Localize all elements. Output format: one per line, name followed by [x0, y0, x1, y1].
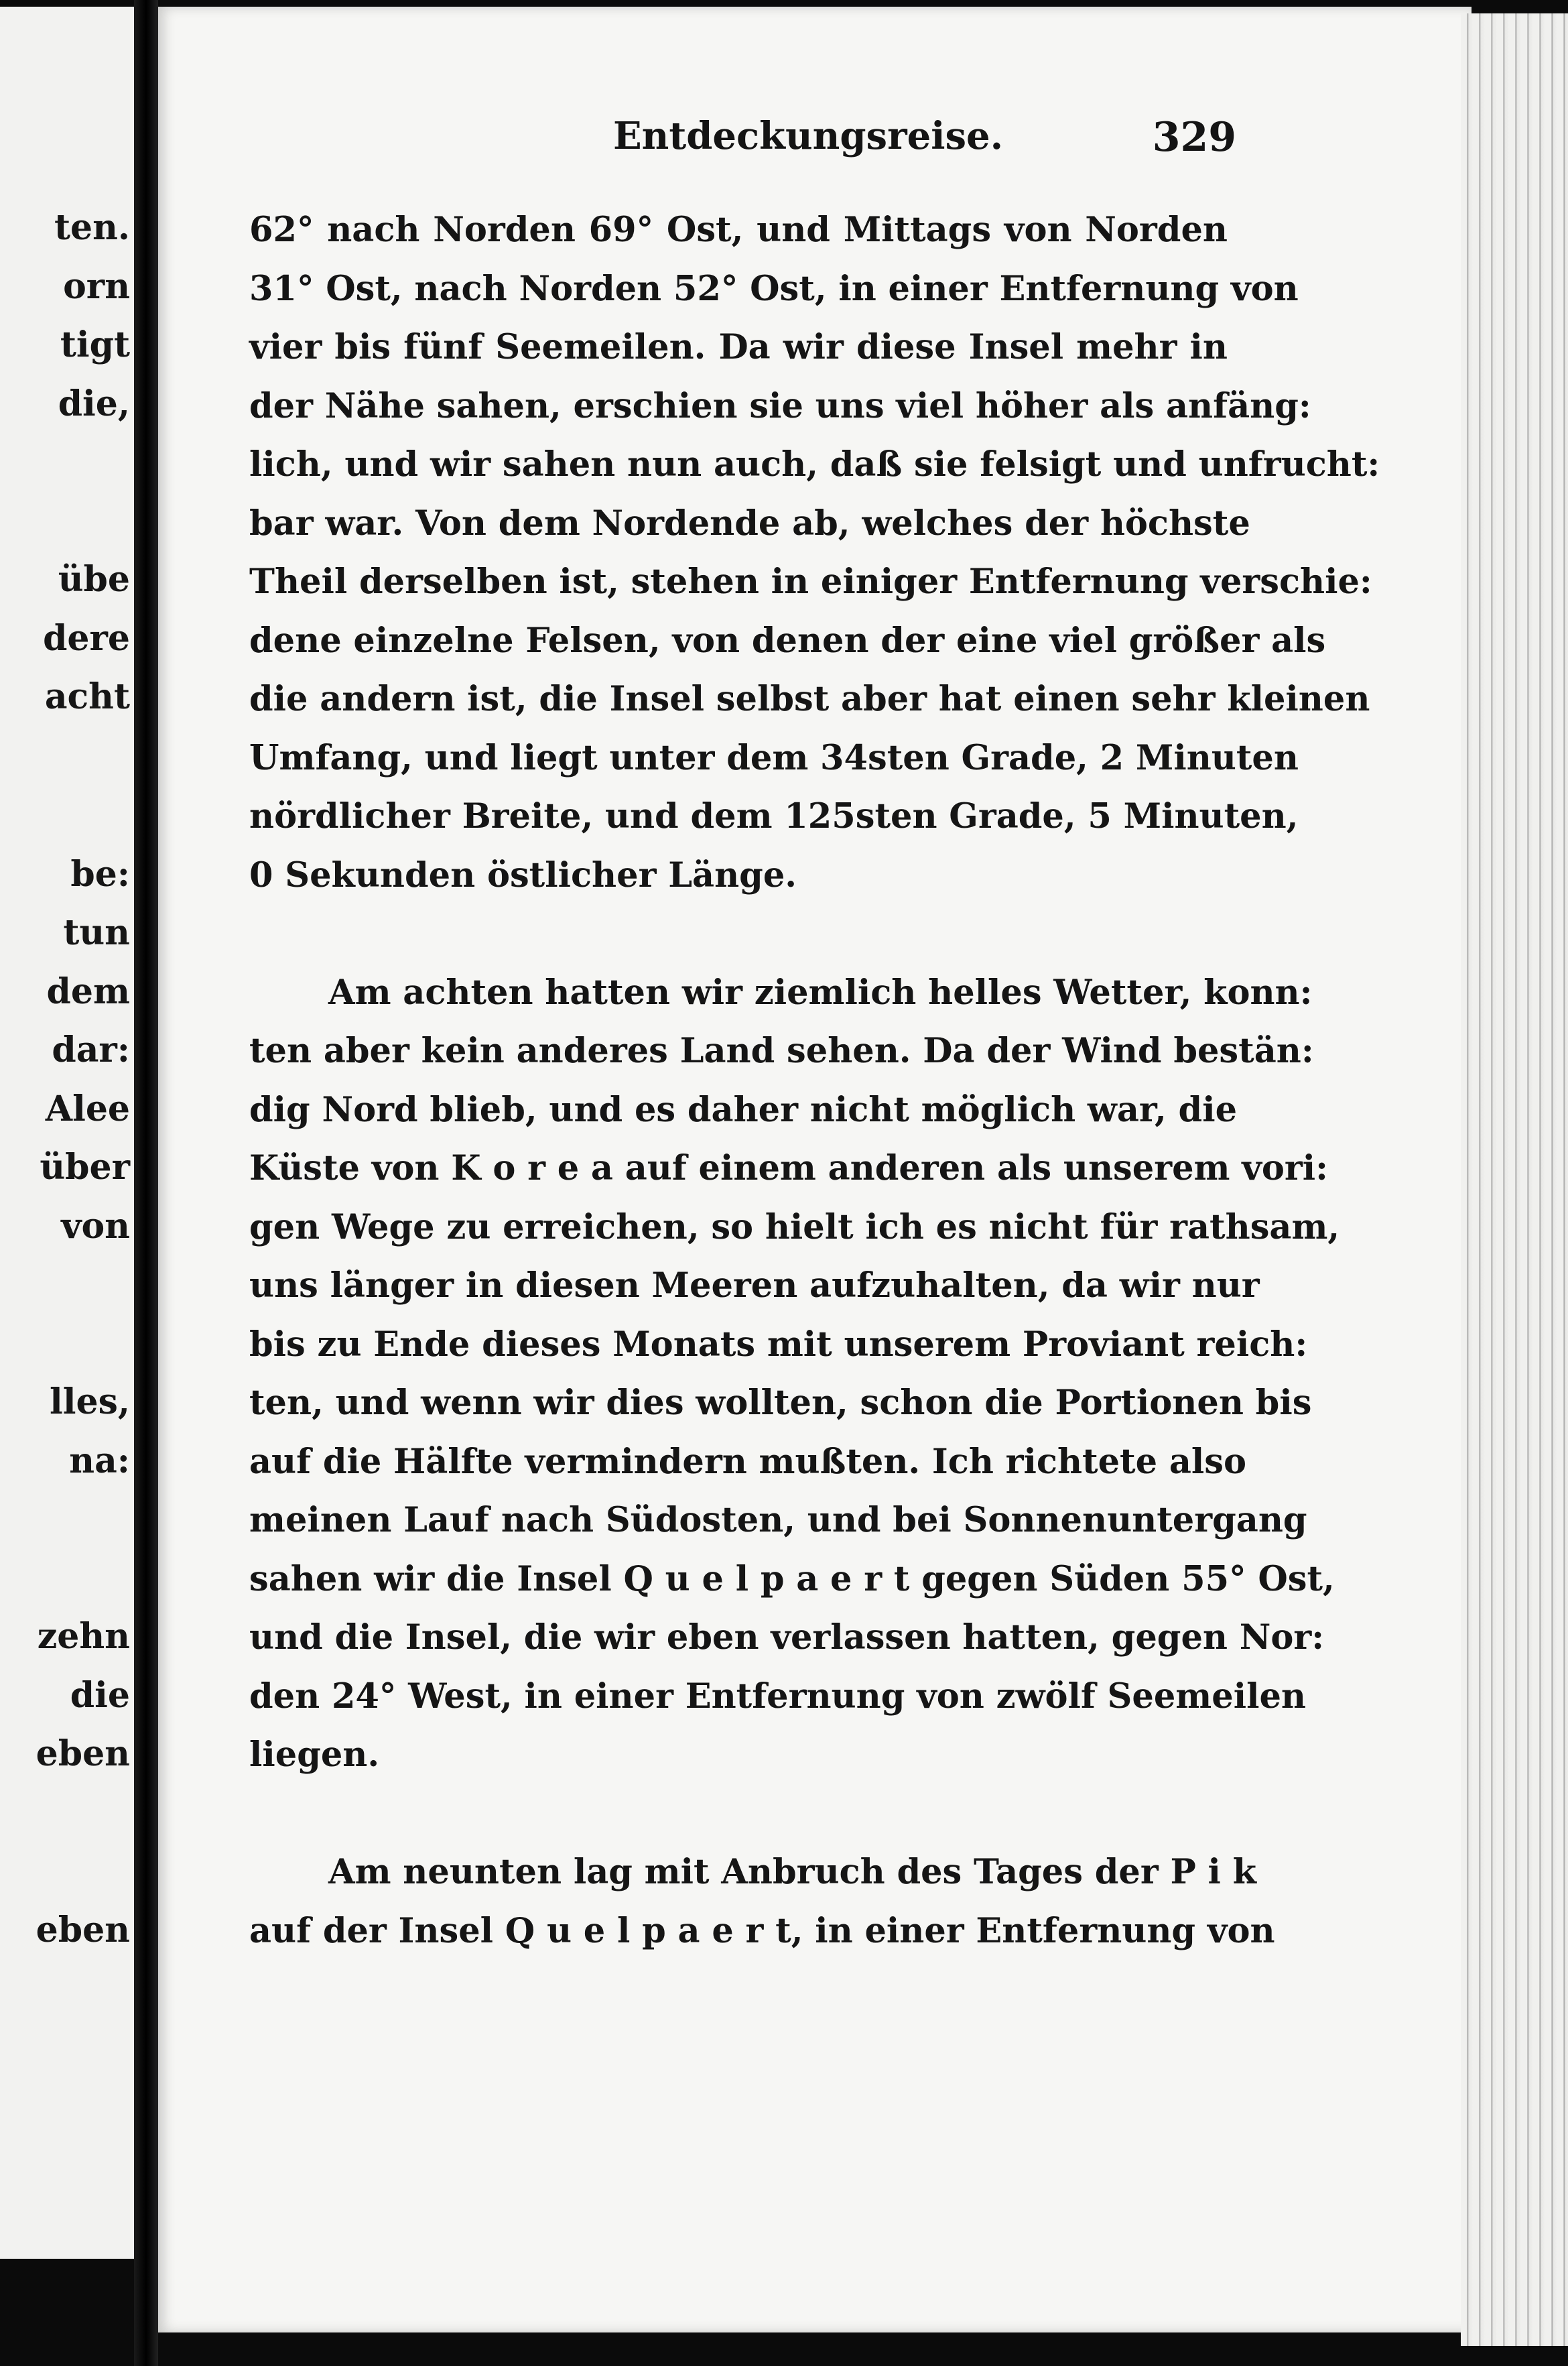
facing-page-fragment: von	[61, 1206, 130, 1247]
text-line: Umfang, und liegt unter dem 34sten Grade, 2 Minuten	[249, 737, 1299, 778]
facing-page-fragment: übe	[58, 559, 130, 600]
text-line: 31° Ost, nach Norden 52° Ost, in einer Entfernung von	[249, 268, 1299, 309]
text-line: den 24° West, in einer Entfernung von zwölf Seemeilen	[249, 1676, 1306, 1717]
text-line: der Nähe sahen, erschien sie uns viel höher als anfäng:	[249, 385, 1311, 426]
text-line: Theil derselben ist, stehen in einiger Entfernung verschie:	[249, 562, 1372, 602]
facing-page-left	[0, 7, 134, 2259]
body-text	[249, 201, 1380, 1960]
text-line: vier bis fünf Seemeilen. Da wir diese Insel mehr in	[249, 327, 1228, 367]
facing-page-fragment: lles,	[50, 1381, 130, 1422]
running-head: Entdeckungsreise.	[613, 114, 1004, 158]
text-line: lich, und wir sahen nun auch, daß sie felsigt und unfrucht:	[249, 444, 1380, 485]
facing-page-fragment: tigt	[60, 324, 130, 365]
text-line: Am achten hatten wir ziemlich helles Wetter, konn:	[328, 972, 1313, 1013]
text-line: 62° nach Norden 69° Ost, und Mittags von Norden	[249, 210, 1228, 250]
text-line: Am neunten lag mit Anbruch des Tages der P i k	[328, 1852, 1257, 1892]
text-line: auf der Insel Q u e l p a e r t, in einer Entfernung von	[249, 1910, 1275, 1951]
text-line: dig Nord blieb, und es daher nicht möglich war, die	[249, 1089, 1238, 1130]
paragraph	[249, 201, 1380, 905]
text-line: nördlicher Breite, und dem 125sten Grade, 5 Minuten,	[249, 796, 1299, 836]
facing-page-fragment: dem	[46, 971, 130, 1012]
facing-page-fragment: ten.	[54, 207, 130, 248]
text-line: liegen.	[249, 1735, 380, 1775]
facing-page-fragment: na:	[69, 1440, 130, 1481]
text-line: die andern ist, die Insel selbst aber hat einen sehr kleinen	[249, 679, 1370, 719]
facing-page-fragment: zehn	[37, 1616, 130, 1657]
text-line: bis zu Ende dieses Monats mit unserem Proviant reich:	[249, 1324, 1308, 1365]
text-line: sahen wir die Insel Q u e l p a e r t gegen Süden 55° Ost,	[249, 1558, 1335, 1599]
paragraph	[249, 964, 1340, 1785]
text-line: und die Insel, die wir eben verlassen hatten, gegen Nor:	[249, 1617, 1325, 1658]
text-line: ten, und wenn wir dies wollten, schon die Portionen bis	[249, 1383, 1312, 1423]
facing-page-fragment: tun	[63, 912, 130, 953]
page-edges	[1461, 13, 1568, 2346]
text-line: 0 Sekunden östlicher Länge.	[249, 855, 797, 895]
text-line: dene einzelne Felsen, von denen der eine viel größer als	[249, 620, 1326, 661]
facing-page-fragment: orn	[63, 266, 130, 307]
text-line: uns länger in diesen Meeren aufzuhalten, da wir nur	[249, 1265, 1260, 1306]
text-line: bar war. Von dem Nordende ab, welches der höchste	[249, 503, 1250, 544]
facing-page-fragment: be:	[70, 854, 130, 895]
text-line: ten aber kein anderes Land sehen. Da der Wind bestän:	[249, 1031, 1314, 1071]
facing-page-fragment: dere	[43, 618, 130, 659]
facing-page-fragment: eben	[36, 1733, 130, 1774]
paragraph	[249, 1843, 1275, 1960]
page-number: 329	[1152, 114, 1236, 161]
facing-page-fragment: acht	[44, 676, 130, 717]
facing-page-fragment: die	[70, 1675, 130, 1716]
facing-page-fragment: Alee	[45, 1088, 130, 1129]
text-line: Küste von K o r e a auf einem anderen als unserem vori:	[249, 1148, 1328, 1188]
text-line: gen Wege zu erreichen, so hielt ich es nicht für rathsam,	[249, 1206, 1340, 1247]
page-header	[613, 114, 1283, 168]
facing-page-fragment: über	[40, 1147, 130, 1188]
book-gutter	[134, 0, 158, 2366]
text-line: meinen Lauf nach Südosten, und bei Sonnenuntergang	[249, 1500, 1307, 1540]
facing-page-fragment: dar:	[52, 1030, 130, 1070]
text-line: auf die Hälfte vermindern mußten. Ich richtete also	[249, 1441, 1246, 1482]
facing-page-fragment: eben	[36, 1910, 130, 1950]
facing-page-fragment: die,	[58, 383, 130, 424]
